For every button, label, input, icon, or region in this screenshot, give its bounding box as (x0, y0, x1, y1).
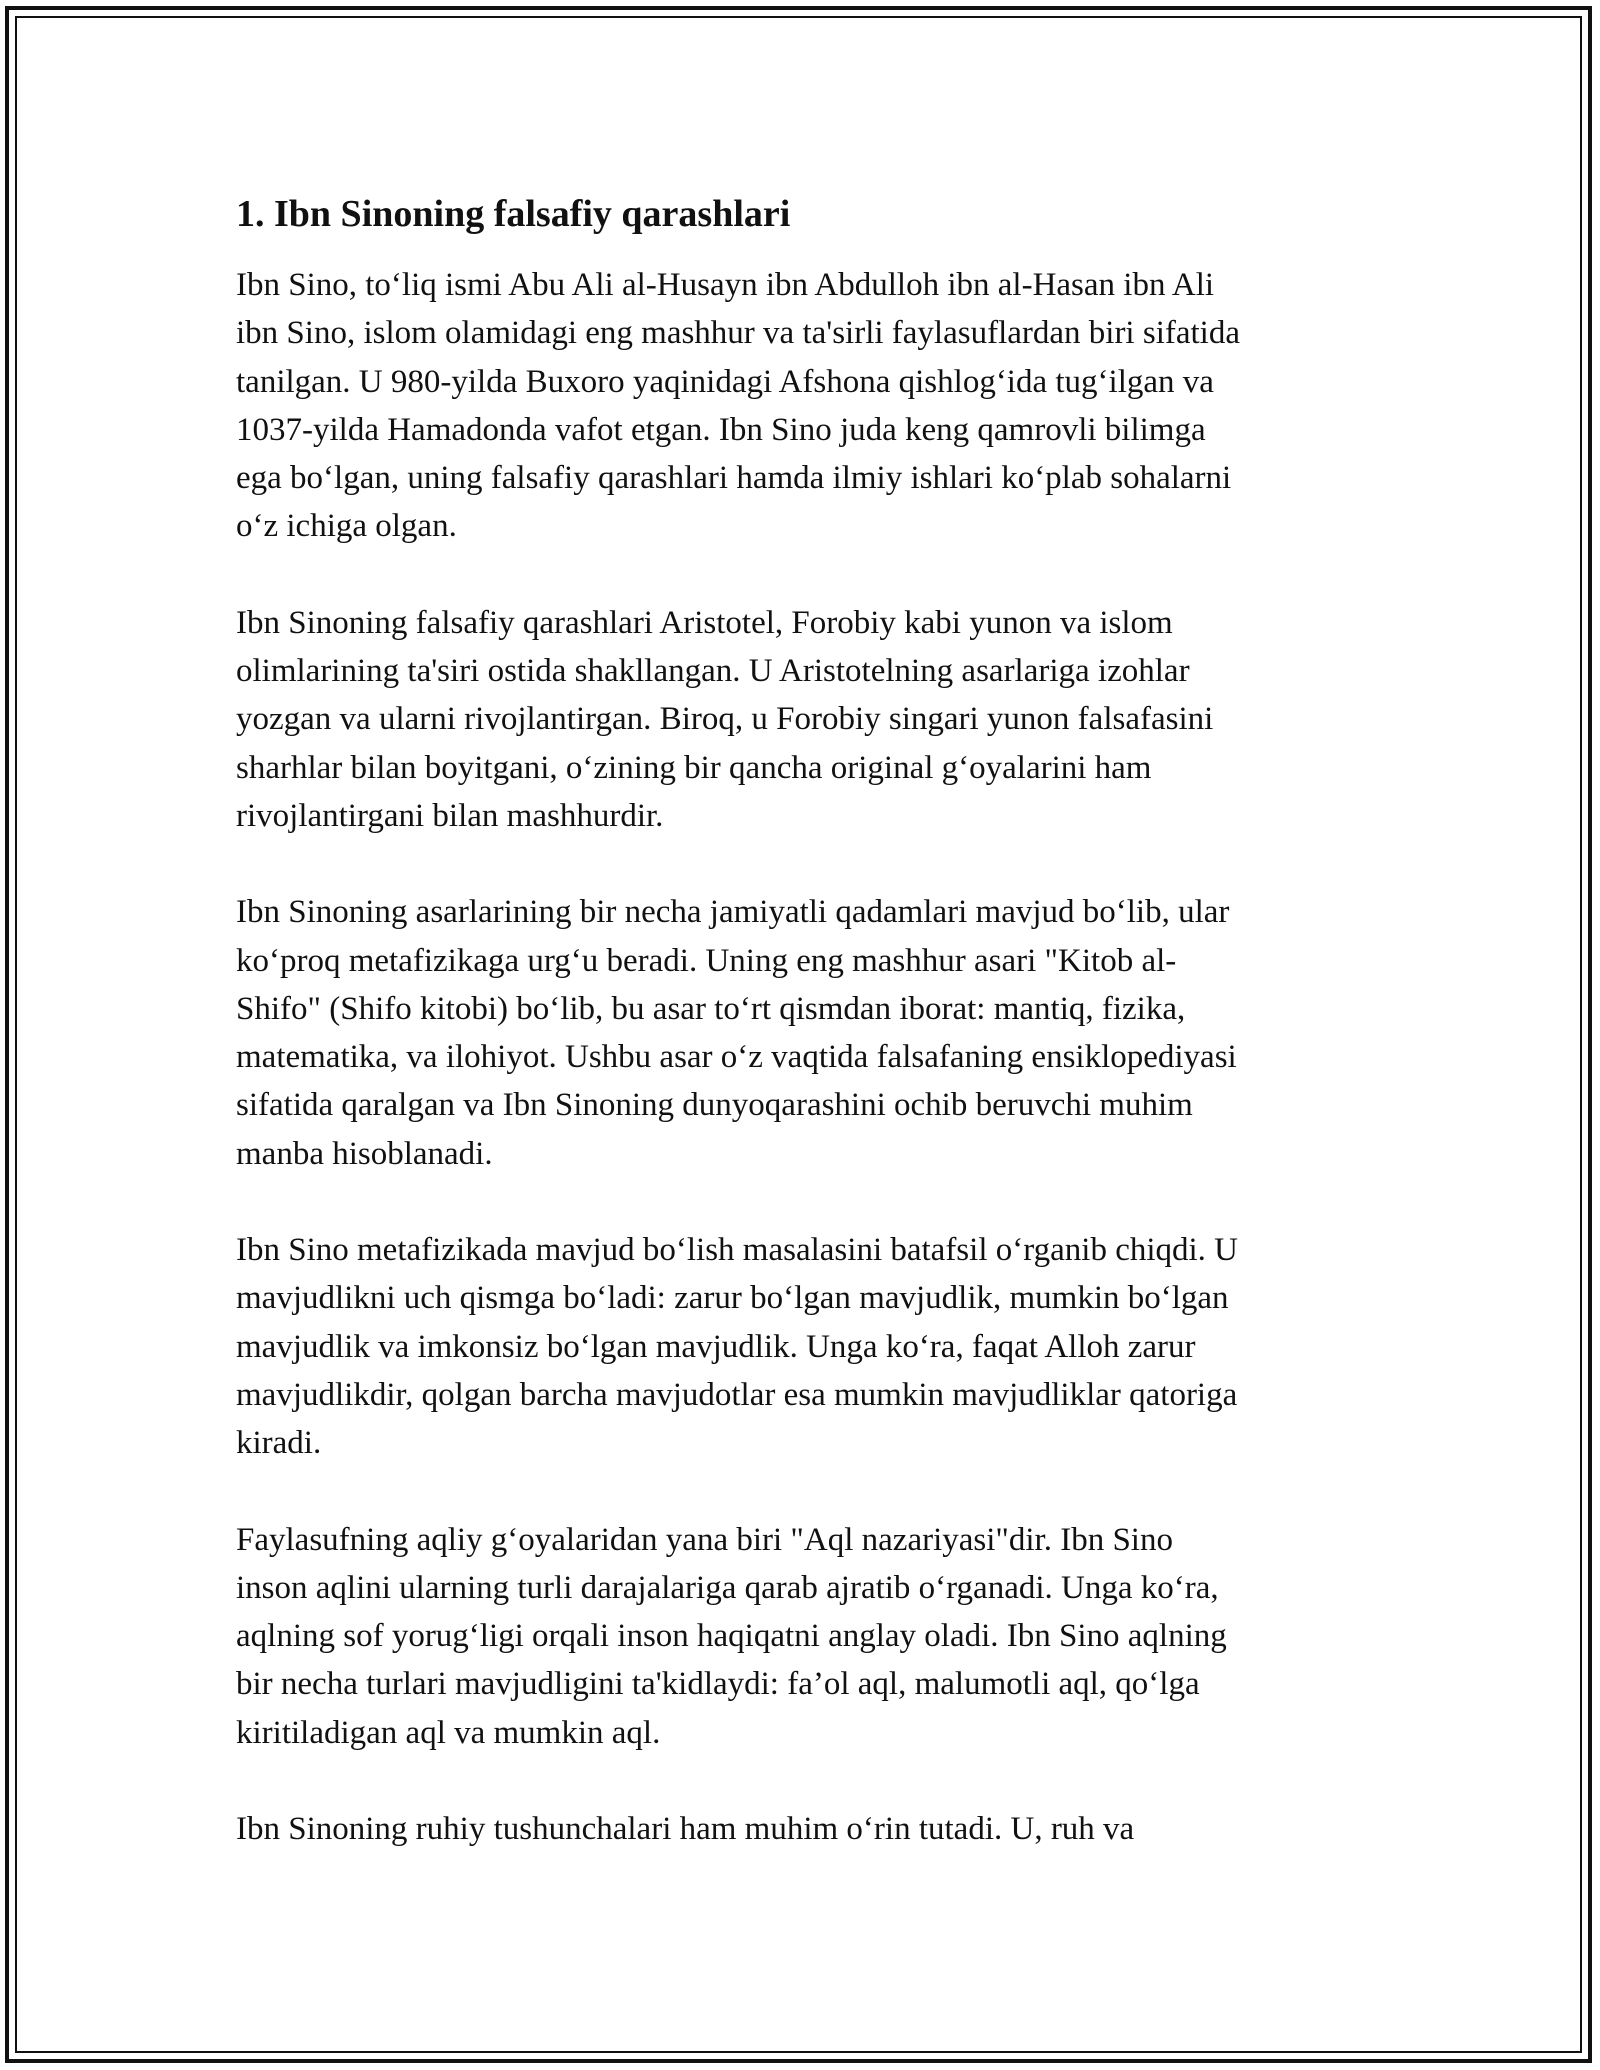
section-heading: 1. Ibn Sinoning falsafiy qarashlari (236, 193, 791, 235)
paragraph-6: Ibn Sinoning ruhiy tushunchalari ham muhim o‘rin tutadi. U, ruh va (236, 1811, 1135, 1848)
paragraph-3: Ibn Sinoning asarlarining bir necha jamiyatli qadamlari mavjud bo‘lib, ular ko‘proq metafizikaga urg‘u beradi. Uning eng mashhur asari "Kitob al- Shifo" (Shifo kitobi) bo‘lib, bu asar to‘rt qismdan iborat: mantiq, fizika, matematika, va ilohiyot. Ushbu asar o‘z vaqtida falsafaning ensiklopediyasi sifatida qaralgan va Ibn Sinoning dunyoqarashini ochib beruvchi muhim manba hisoblanadi. (236, 894, 1237, 1172)
paragraph-5: Faylasufning aqliy g‘oyalaridan yana biri "Aql nazariyasi"dir. Ibn Sino inson aqlini ularning turli darajalariga qarab ajratib o‘rganadi. Unga ko‘ra, aqlning sof yorug‘ligi orqali inson haqiqatni anglay oladi. Ibn Sino aqlning bir necha turlari mavjudligini ta'kidlaydi: fa’ol aql, malumotli aql, qo‘lga kiritiladigan aql va mumkin aql. (236, 1521, 1227, 1751)
document-body (236, 186, 1356, 1901)
paragraph-2: Ibn Sinoning falsafiy qarashlari Aristotel, Forobiy kabi yunon va islom olimlarining ta'siri ostida shakllangan. U Aristotelning asarlariga izohlar yozgan va ularni rivojlantirgan. Biroq, u Forobiy singari yunon falsafasini sharhlar bilan boyitgani, o‘zining bir qancha original g‘oyalarini ham rivojlantirgani bilan mashhurdir. (236, 604, 1214, 834)
paragraph-4: Ibn Sino metafizikada mavjud bo‘lish masalasini batafsil o‘rganib chiqdi. U mavjudlikni uch qismga bo‘ladi: zarur bo‘lgan mavjudlik, mumkin bo‘lgan mavjudlik va imkonsiz bo‘lgan mavjudlik. Unga ko‘ra, faqat Alloh zarur mavjudlikdir, qolgan barcha mavjudotlar esa mumkin mavjudliklar qatoriga kiradi. (236, 1232, 1239, 1462)
paragraph-1: Ibn Sino, to‘liq ismi Abu Ali al-Husayn ibn Abdulloh ibn al-Hasan ibn Ali ibn Sino, islom olamidagi eng mashhur va ta'sirli faylasuflardan biri sifatida tanilgan. U 980-yilda Buxoro yaqinidagi Afshona qishlog‘ida tug‘ilgan va 1037-yilda Hamadonda vafot etgan. Ibn Sino juda keng qamrovli bilimga ega bo‘lgan, uning falsafiy qarashlari hamda ilmiy ishlari ko‘plab sohalarni o‘z ichiga olgan. (236, 267, 1240, 545)
